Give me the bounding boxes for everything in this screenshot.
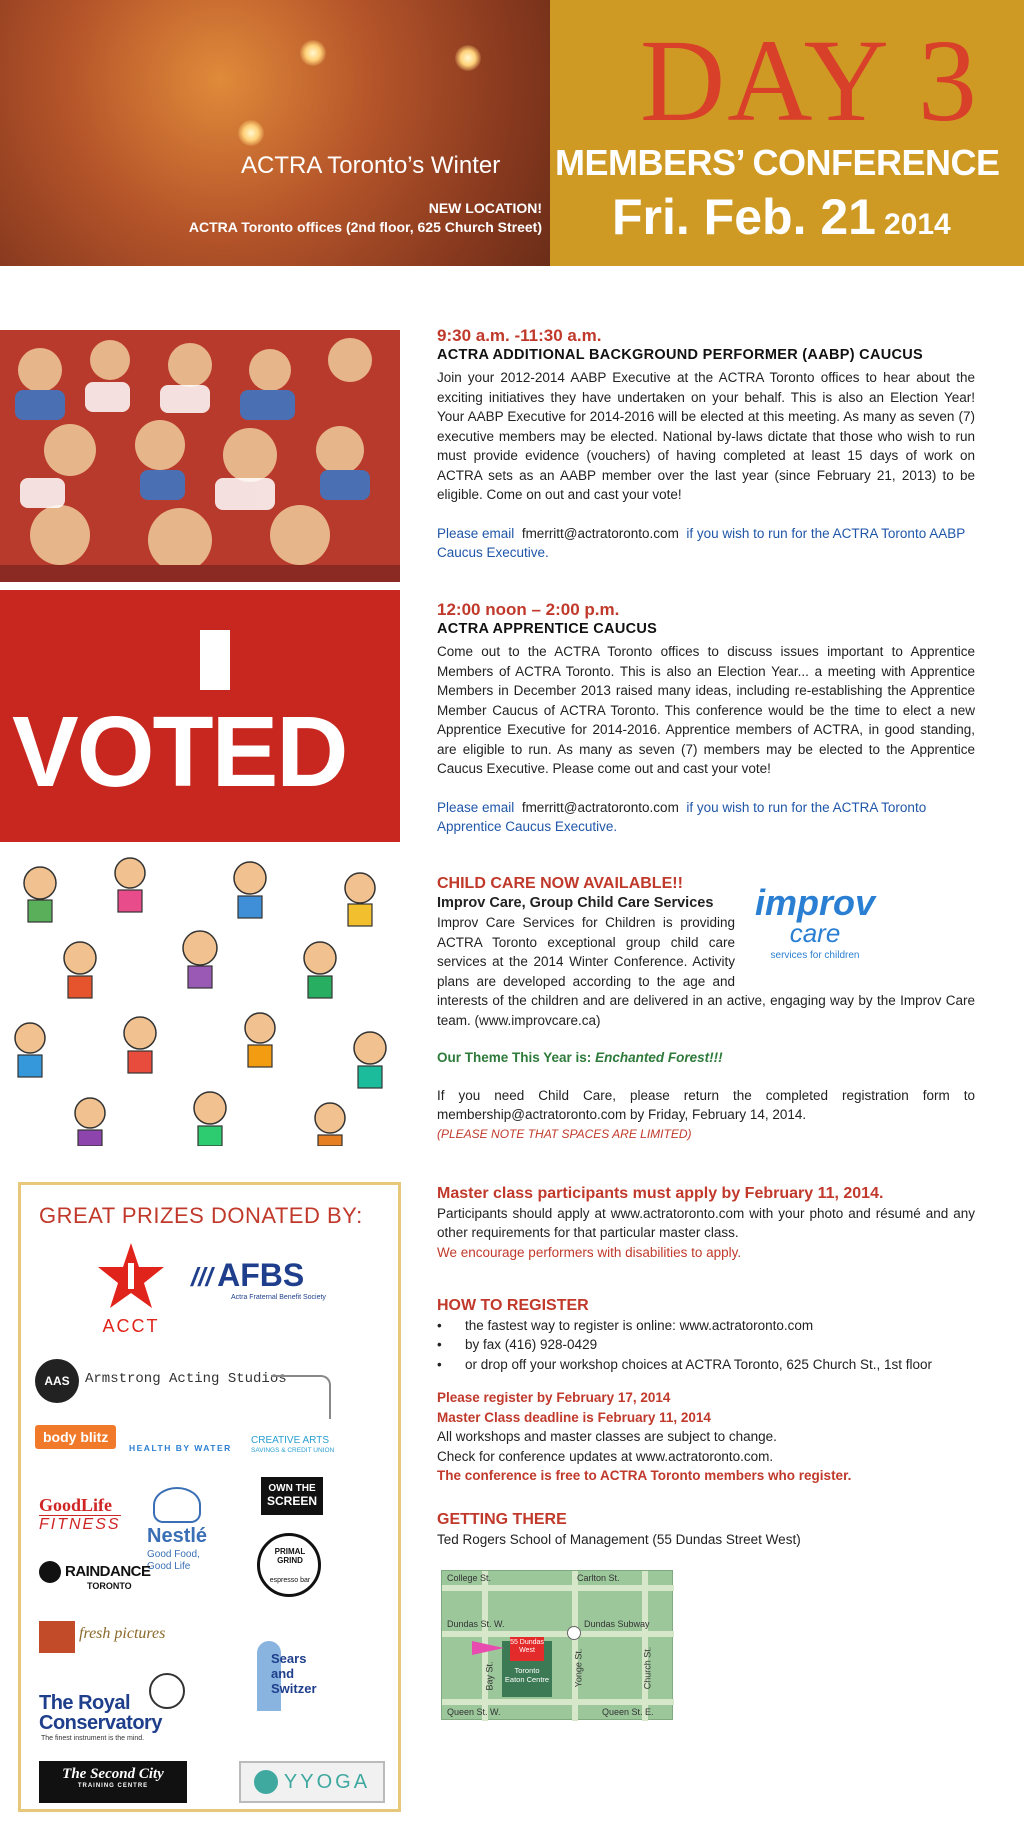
date-text: Fri. Feb. 21 bbox=[612, 189, 876, 245]
map-road bbox=[442, 1585, 674, 1591]
sears-and-text: and bbox=[271, 1666, 295, 1681]
fresh-pictures-swatch bbox=[39, 1621, 75, 1653]
aabp-body: Join your 2012-2014 AABP Executive at the ACTRA Toronto offices to hear about the exciting initiatives they have undertaken on your behalf. This is also an Election Year! Your AABP Executive for 2014-2016 will be elected at this meeting. As many as seven (7) executive members may be elected. National by-laws dictate that those who wish to run must provide evidence (vouchers) of having completed at least 15 days of work on ACTRA sets as an AABP member over the last year (since February 21, 2013) to be eligible. Come on out and cast your vote! bbox=[437, 370, 975, 502]
date-year: 2014 bbox=[883, 208, 951, 241]
ots-line2: SCREEN bbox=[266, 1494, 317, 1508]
improv-care-logo bbox=[755, 882, 876, 966]
childcare-note: (PLEASE NOTE THAT SPACES ARE LIMITED) bbox=[437, 1126, 692, 1141]
royal-conservatory-logo bbox=[39, 1693, 162, 1733]
aabp-heading: ACTRA ADDITIONAL BACKGROUND PERFORMER (AABP) CAUCUS bbox=[437, 346, 923, 363]
primal-grind-badge bbox=[257, 1533, 321, 1597]
prizes-box bbox=[18, 1182, 401, 1812]
second-city-subtext: TRAINING CENTRE bbox=[77, 1783, 149, 1789]
bullet-glyph: • bbox=[437, 1356, 442, 1372]
second-city-text: The Second City bbox=[62, 1766, 164, 1782]
bodyblitz-subtext: HEALTH BY WATER bbox=[129, 1443, 232, 1453]
theme-name: Enchanted Forest!!! bbox=[595, 1050, 723, 1065]
sears-text: Sears bbox=[271, 1651, 307, 1666]
aabp-email-link[interactable]: fmerritt@actratoronto.com bbox=[521, 525, 679, 541]
bullet-glyph: • bbox=[437, 1317, 442, 1333]
afbs-mark-icon: /// bbox=[191, 1262, 213, 1292]
children-pattern-illustration bbox=[0, 848, 400, 1146]
voted-sign-image bbox=[0, 590, 400, 842]
royal-text-line1: The Royal bbox=[39, 1692, 131, 1714]
apprentice-body: Come out to the ACTRA Toronto offices to discuss issues important to Apprentice Members of ACTRA Toronto. This is also an Election Year... a meeting with Apprentice Members in December 2013 raised many ideas, including re-establishing the Apprentice Member Caucus of ACTRA Toronto. This conference would be the time to elect a new Apprentice Executive for 2014-2016. Apprentice members of ACTRA, in good standing, are eligible to run. As many as seven (7) members may be elected to the Apprentice Caucus Executive. Please come out and cast your vote! bbox=[437, 644, 975, 776]
location-map[interactable] bbox=[441, 1570, 673, 1720]
register-free-note: The conference is free to ACTRA Toronto members who register. bbox=[437, 1468, 852, 1483]
aabp-section bbox=[437, 326, 975, 563]
conference-subtitle-left: ACTRA Toronto’s Winter bbox=[241, 152, 501, 179]
own-the-screen-logo bbox=[261, 1477, 323, 1515]
childcare-heading: CHILD CARE NOW AVAILABLE!! bbox=[437, 875, 683, 892]
map-label-subway: Dundas Subway bbox=[584, 1619, 650, 1629]
nestle-nest-icon bbox=[153, 1487, 201, 1523]
register-section bbox=[437, 1296, 975, 1486]
apprentice-email-link[interactable]: fmerritt@actratoronto.com bbox=[521, 799, 679, 815]
lamp-light bbox=[455, 45, 481, 71]
fresh-pictures-text: fresh pictures bbox=[79, 1625, 166, 1642]
prizes-title: GREAT PRIZES DONATED BY: bbox=[39, 1203, 363, 1228]
apprentice-section bbox=[437, 600, 975, 837]
switzer-text: Switzer bbox=[271, 1681, 317, 1696]
primal-grind-subtext: espresso bar bbox=[269, 1577, 311, 1584]
creative-arts-icon bbox=[271, 1375, 331, 1419]
afbs-subtext: Actra Fraternal Benefit Society bbox=[231, 1294, 326, 1301]
map-label-queen-w: Queen St. W. bbox=[447, 1707, 501, 1717]
masterclass-heading: Master class participants must apply by February 11, 2014. bbox=[437, 1185, 884, 1202]
theme-prefix: Our Theme This Year is: bbox=[437, 1050, 592, 1065]
aabp-email-line bbox=[437, 524, 975, 563]
acct-logo bbox=[91, 1241, 171, 1337]
map-label-queen-e: Queen St. E. bbox=[602, 1707, 654, 1717]
afbs-logo bbox=[191, 1257, 326, 1301]
map-label-marker: 55 Dundas West bbox=[510, 1639, 544, 1654]
acct-star-icon bbox=[96, 1241, 166, 1311]
masterclass-deadline: Master Class deadline is February 11, 2014 bbox=[437, 1409, 711, 1425]
masterclass-body: Participants should apply at www.actratoronto.com with your photo and résumé and any other requirements for that particular master class. bbox=[437, 1205, 975, 1240]
childcare-body: Improv Care Services for Children is providing ACTRA Toronto exceptional group child care services at the 2014 Winter Conference. Activity plans are developed according to the age and interests of the children and are delivered in an active, engaging way by the Improv Care team. (www.improvcare.ca) bbox=[437, 915, 975, 1028]
day-title: DAY 3 bbox=[640, 15, 979, 146]
lamp-light bbox=[300, 40, 326, 66]
acct-text: ACCT bbox=[102, 1316, 160, 1336]
raindance-subtext: TORONTO bbox=[87, 1581, 132, 1591]
register-item bbox=[437, 1316, 975, 1336]
aas-text: Armstrong Acting Studios bbox=[85, 1371, 287, 1387]
map-label-eaton: Toronto Eaton Centre bbox=[504, 1666, 550, 1684]
apprentice-email-prefix: Please email bbox=[437, 799, 515, 815]
register-item-online: the fastest way to register is online: www.actratoronto.com bbox=[465, 1317, 814, 1333]
royal-text-line2: Conservatory bbox=[39, 1712, 162, 1734]
masterclass-section bbox=[437, 1184, 975, 1262]
childcare-register-text: If you need Child Care, please return the completed registration form to membership@actratoronto.com by Friday, February 14, 2014. bbox=[437, 1087, 975, 1122]
conference-subtitle-right: MEMBERS’ CONFERENCE bbox=[555, 142, 1000, 183]
location-arrow-icon bbox=[472, 1641, 504, 1655]
conference-date bbox=[612, 188, 951, 246]
aabp-email-suffix: if you wish to run for the ACTRA Toronto AABP Caucus Executive. bbox=[437, 525, 965, 560]
childcare-body-wrap bbox=[437, 913, 975, 1030]
raindance-icon bbox=[39, 1561, 61, 1583]
crowd-painting-illustration bbox=[0, 330, 400, 582]
register-item-dropoff: or drop off your workshop choices at ACTRA Toronto, 625 Church St., 1st floor bbox=[465, 1356, 932, 1372]
afbs-text: AFBS bbox=[217, 1257, 305, 1293]
improv-logo-tagline: services for children bbox=[770, 950, 860, 961]
map-label-church: Church St. bbox=[642, 1646, 653, 1690]
map-road bbox=[572, 1571, 578, 1721]
apprentice-time: 12:00 noon – 2:00 p.m. bbox=[437, 600, 620, 619]
header-banner bbox=[0, 0, 1024, 266]
register-updates-note: Check for conference updates at www.actratoronto.com. bbox=[437, 1448, 774, 1464]
aabp-time: 9:30 a.m. -11:30 a.m. bbox=[437, 326, 602, 345]
voted-sign-text: VOTED bbox=[12, 696, 347, 808]
map-road bbox=[442, 1699, 674, 1705]
ots-line1: OWN THE bbox=[268, 1483, 316, 1494]
royal-tagline: The finest instrument is the mind. bbox=[41, 1735, 145, 1742]
bodyblitz-logo: body blitz bbox=[35, 1425, 116, 1449]
map-label-yonge: Yonge St. bbox=[573, 1648, 584, 1688]
yyoga-logo bbox=[239, 1761, 385, 1803]
map-label-college: College St. bbox=[447, 1573, 492, 1583]
second-city-logo bbox=[39, 1761, 187, 1803]
register-item bbox=[437, 1355, 975, 1375]
children-illustration-image bbox=[0, 848, 400, 1146]
map-road bbox=[442, 1631, 674, 1637]
goodlife-text: GoodLife bbox=[39, 1495, 113, 1515]
creative-arts-text: CREATIVE ARTS bbox=[251, 1435, 329, 1446]
bullet-glyph: • bbox=[437, 1337, 442, 1352]
crowd-painting-image bbox=[0, 330, 400, 582]
map-label-carlton: Carlton St. bbox=[577, 1573, 620, 1583]
yyoga-text: YYOGA bbox=[283, 1771, 371, 1793]
apprentice-email-suffix: if you wish to run for the ACTRA Toronto Apprentice Caucus Executive. bbox=[437, 799, 927, 834]
subway-icon bbox=[567, 1626, 581, 1640]
masterclass-note: We encourage performers with disabilities to apply. bbox=[437, 1244, 742, 1260]
nestle-subtext: Good Food, Good Life bbox=[147, 1549, 200, 1572]
new-location-label: NEW LOCATION! bbox=[428, 200, 542, 216]
register-deadline: Please register by February 17, 2014 bbox=[437, 1390, 671, 1405]
register-item-fax: by fax (416) 928-0429 bbox=[465, 1337, 598, 1352]
nestle-text: Nestlé bbox=[147, 1525, 208, 1547]
register-change-note: All workshops and master classes are subject to change. bbox=[437, 1429, 777, 1444]
yyoga-circle-icon bbox=[254, 1770, 278, 1794]
register-item bbox=[437, 1335, 975, 1355]
childcare-subheading: Improv Care, Group Child Care Services bbox=[437, 894, 714, 911]
map-label-dundas: Dundas St. W. bbox=[447, 1619, 505, 1629]
apprentice-email-line bbox=[437, 798, 975, 837]
childcare-section bbox=[437, 874, 975, 1144]
goodlife-subtext: FITNESS bbox=[39, 1516, 121, 1533]
register-heading: HOW TO REGISTER bbox=[437, 1297, 589, 1314]
lamp-light bbox=[238, 120, 264, 146]
care-logo-text: care bbox=[789, 918, 841, 948]
aas-badge: AAS bbox=[35, 1359, 79, 1403]
getting-there-text: Ted Rogers School of Management (55 Dundas Street West) bbox=[437, 1531, 801, 1547]
map-label-bay: Bay St. bbox=[484, 1661, 495, 1691]
raindance-text: RAINDANCE bbox=[65, 1563, 151, 1580]
new-location-address: ACTRA Toronto offices (2nd floor, 625 Church Street) bbox=[188, 219, 542, 235]
creative-arts-subtext: SAVINGS & CREDIT UNION bbox=[251, 1447, 335, 1454]
getting-there-section bbox=[437, 1510, 975, 1549]
getting-there-heading: GETTING THERE bbox=[437, 1511, 567, 1528]
childcare-theme-line bbox=[437, 1048, 975, 1068]
primal-grind-text: PRIMAL GRIND bbox=[274, 1547, 306, 1565]
apprentice-heading: ACTRA APPRENTICE CAUCUS bbox=[437, 620, 658, 637]
aabp-email-prefix: Please email bbox=[437, 525, 515, 541]
improv-logo-text: improv bbox=[755, 882, 876, 923]
sears-switzer-logo bbox=[271, 1651, 317, 1696]
